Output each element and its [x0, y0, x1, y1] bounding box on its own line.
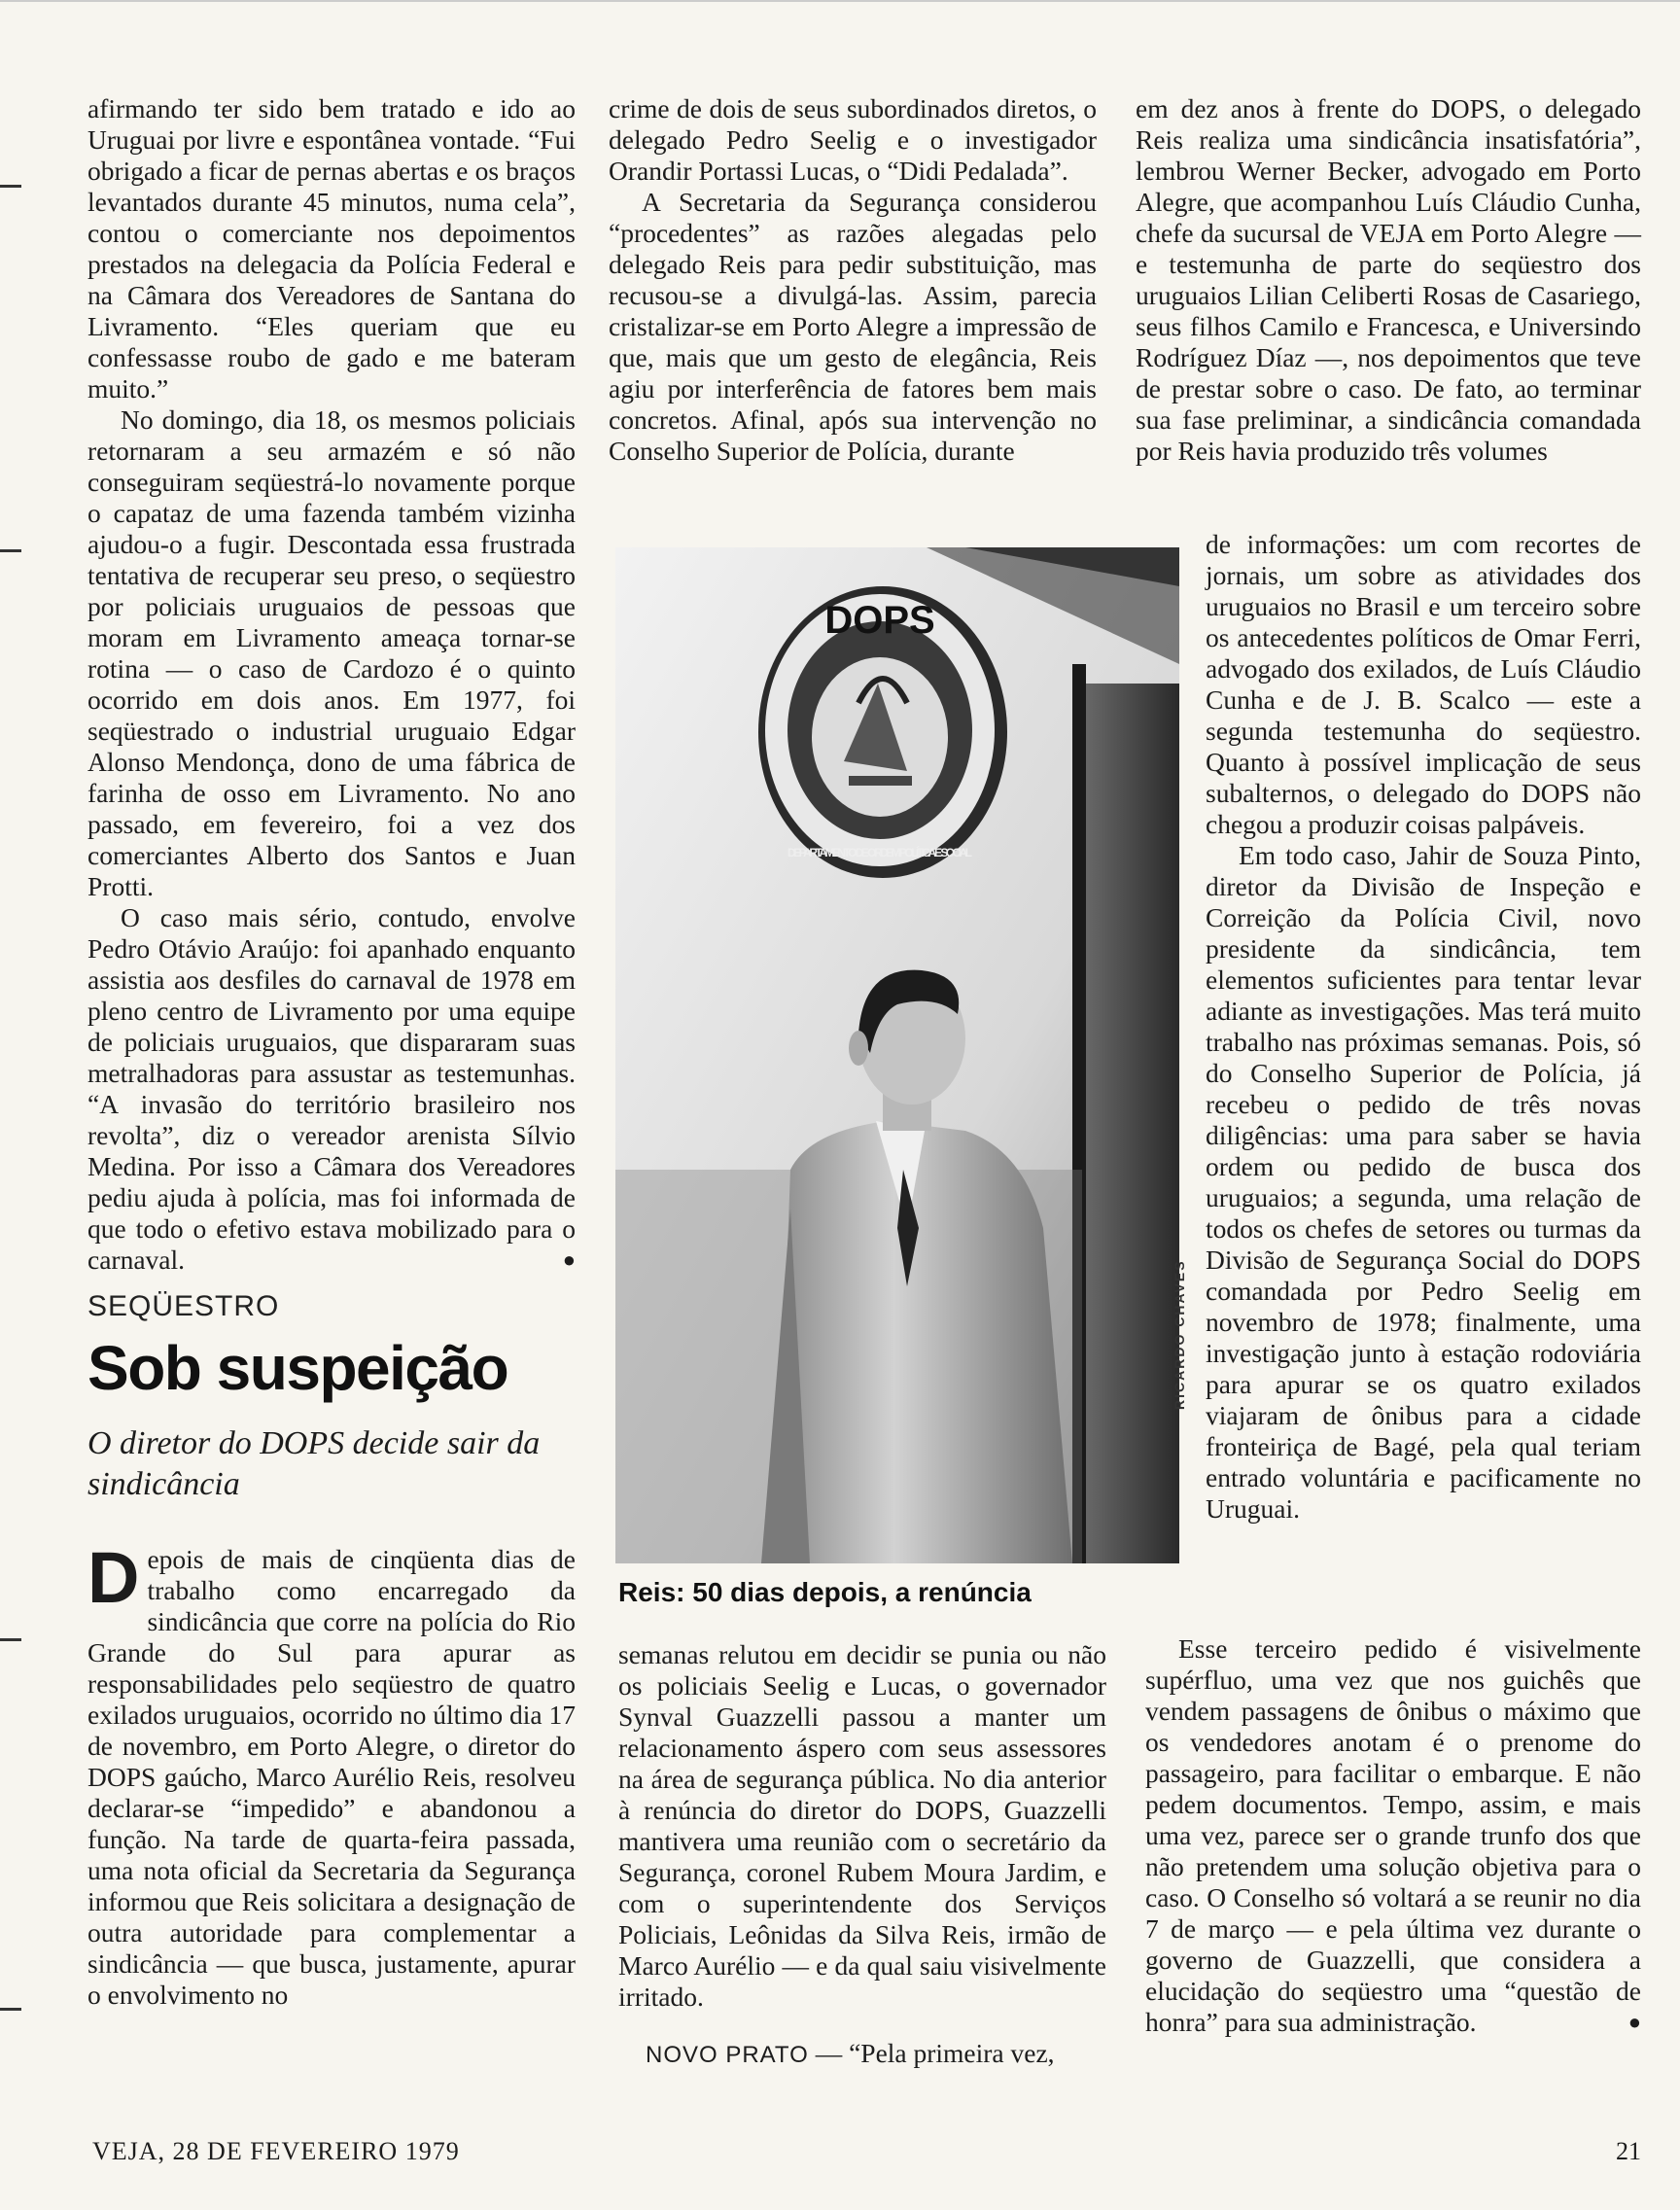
margin-mark [0, 1638, 21, 1641]
page-number: 21 [1616, 2137, 1641, 2165]
photo-credit: RICARDO CHAVES [1172, 1259, 1187, 1410]
body-paragraph: No domingo, dia 18, os mesmos policiais retornaram a seu armazém e só não conseguiram seqüestrá-lo novamente porque o capataz de uma fazenda também vizinha ajudou-o a fugir. Descontada essa frustrada tentativa de recuperar seu preso, o seqüestro por policiais uruguaios de pessoas que moram em Livramento ameaça tornar-se rotina — o caso de Cardozo é o quinto ocorrido em dois anos. Em 1977, foi seqüestrado o industrial uruguaio Edgar Alonso Mendonça, dono de uma fábrica de farinha de osso em Livramento. No ano passado, em fevereiro, foi a vez dos comerciantes Alberto dos Santos e Juan Protti. [88, 404, 576, 901]
paragraph-text: O caso mais sério, contudo, envolve Pedro Otávio Araújo: foi apanhado enquanto assistia aos desfiles do carnaval de 1978 em pleno centro de Livramento por uma equipe de policiais uruguaios, que dispararam suas metralhadoras para assustar as testemunhas. “A invasão do território brasileiro nos revolta”, diz o vereador arenista Sílvio Medina. Por isso a Câmara dos Vereadores pediu ajuda à polícia, mas foi informada de que todo o efetivo estava mobilizado para o carnaval. [88, 902, 576, 1275]
lead-paragraph [88, 1537, 576, 2011]
column-2-top [609, 93, 1097, 467]
column-3-bottom [1145, 1633, 1641, 2038]
body-paragraph [1145, 1633, 1641, 2038]
article-photo [615, 547, 1179, 1563]
subhead-text: — “Pela primeira vez, [808, 2038, 1055, 2068]
end-mark: ● [1628, 2010, 1641, 2034]
lead-text: epois de mais de cinqüenta dias de trabalho como encarregado da sindicância que corre na polícia do Rio Grande do Sul para apurar as responsabilidades pelo seqüestro de quatro exilados uruguaios, ocorrido no último dia 17 de novembro, em Porto Alegre, o diretor do DOPS gaúcho, Marco Aurélio Reis, resolveu declarar-se “impedido” e abandonou a função. Na tarde de quarta-feira passada, uma nota oficial da Secretaria da Segurança informou que Reis solicitara a designação de outra autoridade para complementar a sindicância — que busca, justamente, apurar o envolvimento no [88, 1544, 576, 2010]
margin-mark [0, 2008, 21, 2011]
column-1 [88, 93, 576, 2011]
photo-caption: Reis: 50 dias depois, a renúncia [618, 1577, 1032, 1607]
body-paragraph: em dez anos à frente do DOPS, o delegado Reis realiza uma sindicância insatisfatória”, lembrou Werner Becker, advogado em Porto Alegre, que acompanhou Luís Cláudio Cunha, chefe da sucursal de VEJA em Porto Alegre — e testemunha de parte do seqüestro dos uruguaios Lilian Celiberti Rosas de Casariego, seus filhos Camilo e Francesca, e Universindo Rodríguez Díaz —, nos depoimentos que teve de prestar sobre o caso. De fato, ao terminar sua fase preliminar, a sindicância comandada por Reis havia produzido três volumes [1136, 93, 1641, 466]
article-deck: O diretor do DOPS decide sair da sindicância [88, 1425, 541, 1502]
body-paragraph: Em todo caso, Jahir de Souza Pinto, diretor da Divisão de Inspeção e Correição da Polícia Civil, novo presidente da sindicância, tem elementos suficientes para tentar levar adiante as investigações. Mas terá muito trabalho nas próximas semanas. Pois, só do Conselho Superior de Polícia, já recebeu o pedido de três novas diligências: uma para saber se havia ordem ou pedido de busca dos uruguaios; a segunda, uma relação de todos os chefes de setores ou turmas da Divisão de Segurança Social do DOPS comandada por Pedro Seelig em novembro de 1978; finalmente, uma investigação junto à estação rodoviária para apurar se os quatro exilados viajaram de ônibus para a cidade fronteiriça de Bagé, pela qual teriam entrado voluntária e pacificamente no Uruguai. [1206, 840, 1641, 1524]
end-mark: ● [562, 1247, 576, 1272]
photo-illustration [615, 547, 1179, 1563]
paragraph-text: Esse terceiro pedido é visivelmente supérfluo, uma vez que nos guichês que vendem passagens de ônibus o máximo que os vendedores anotam é o prenome do passageiro, para facilitar o embarque. E não pedem documentos. Tempo, assim, e mais uma vez, parece ser o grande trunfo dos que não pretendem uma solução objetiva para o caso. O Conselho só voltará a se reunir no dia 7 de março — e pela última vez durante o governo de Guazzelli, que considera a elucidação do seqüestro uma “questão de honra” para sua administração. [1145, 1633, 1641, 2037]
margin-mark [0, 185, 21, 188]
column-3-middle [1206, 529, 1641, 1525]
body-paragraph: semanas relutou em decidir se punia ou não os policiais Seelig e Lucas, o governador Synval Guazzelli passou a manter um relacionamento áspero com seus assessores na área de segurança pública. No dia anterior à renúncia do diretor do DOPS, Guazzelli mantivera uma reunião com o secretário da Segurança, coronel Rubem Moura Jardim, e com o superintendente dos Serviços Policiais, Leônidas da Silva Reis, irmão de Marco Aurélio — e da qual saiu visivelmente irritado. [618, 1639, 1106, 2012]
drop-cap: D [88, 1537, 140, 1618]
column-2-bottom [618, 1639, 1106, 2071]
section-kicker: SEQÜESTRO [88, 1290, 280, 1322]
body-paragraph: A Secretaria da Segurança considerou “procedentes” as razões alegadas pelo delegado Reis para pedir substituição, mas recusou-se a divulgá-las. Assim, parecia cristalizar-se em Porto Alegre a impressão de que, mais que um gesto de elegância, Reis agiu por interferência de fatores bem mais concretos. Afinal, após sua intervenção no Conselho Superior de Polícia, durante [609, 187, 1097, 466]
column-3-top [1136, 93, 1641, 467]
body-paragraph [88, 902, 576, 1276]
dops-emblem [758, 586, 1007, 878]
body-paragraph: afirmando ter sido bem tratado e ido ao Uruguai por livre e espontânea vontade. “Fui obrigado a ficar de pernas abertas e os braços levantados durante 45 minutos, numa cela”, contou o comerciante nos depoimentos prestados na delegacia da Polícia Federal e na Câmara dos Vereadores de Santana do Livramento. “Eles queriam que eu confessasse roubo de gado e me bateram muito.” [88, 93, 576, 403]
body-paragraph: crime de dois de seus subordinados diretos, o delegado Pedro Seelig e o investigador Orandir Portassi Lucas, o “Didi Pedalada”. [609, 93, 1097, 186]
body-paragraph: de informações: um com recortes de jornais, um sobre as atividades dos uruguaios no Brasil e um terceiro sobre os antecedentes políticos de Omar Ferri, advogado dos exilados, de Luís Cláudio Cunha e de J. B. Scalco — este a segunda testemunha do seqüestro. Quanto à possível implicação de seus subalternos, o delegado do DOPS não chegou a produzir coisas palpáveis. [1206, 529, 1641, 839]
sign-ring-text: DEPARTAMENTO DE ORDEM POLÍTICA E SOCIAL [788, 846, 972, 859]
subhead-paragraph [618, 2038, 1106, 2071]
page-top-border [0, 0, 1680, 2]
sign-title: DOPS [824, 599, 935, 642]
subhead-lead-in: NOVO PRATO [646, 2042, 809, 2068]
margin-mark [0, 549, 21, 552]
article-headline: Sob suspeição [88, 1333, 508, 1403]
page-footer-date: VEJA, 28 DE FEVEREIRO 1979 [92, 2137, 460, 2165]
